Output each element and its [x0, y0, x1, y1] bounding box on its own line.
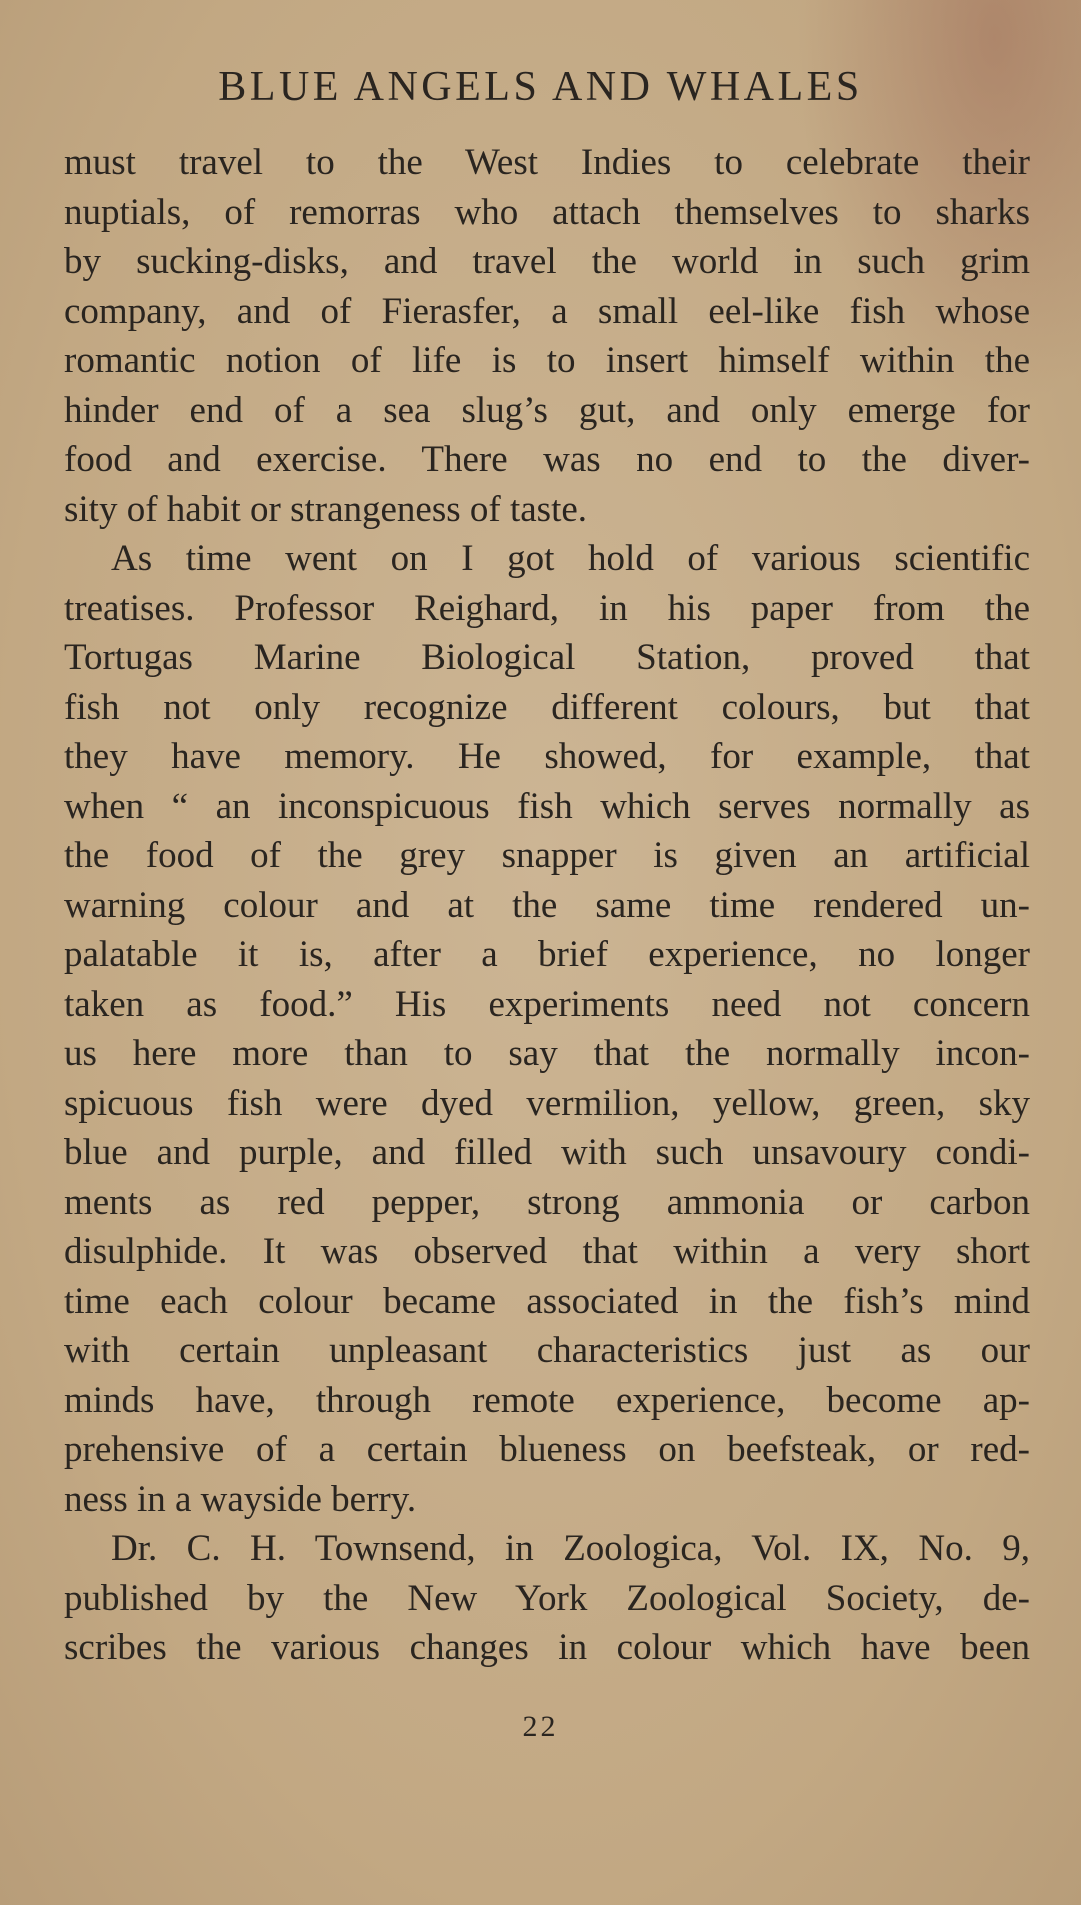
text-line: company, and of Fierasfer, a small eel-like fish whose [64, 290, 1030, 332]
text-line: minds have, through remote experience, become ap- [64, 1379, 1030, 1421]
text-line: published by the New York Zoological Society, de- [64, 1577, 1030, 1619]
text-line: they have memory. He showed, for example, that [64, 736, 1030, 777]
text-line: us here more than to say that the normally incon- [64, 1033, 1030, 1074]
text-line: the food of the grey snapper is given an artificial [64, 835, 1030, 876]
text-line: romantic notion of life is to insert himself within the [64, 340, 1030, 381]
text-line: disulphide. It was observed that within a very short [64, 1231, 1030, 1272]
text-line-paragraph-end: ness in a wayside berry. [64, 1478, 417, 1520]
text-line-paragraph-end: sity of habit or strangeness of taste. [64, 488, 588, 530]
text-line: palatable it is, after a brief experience, no longer [64, 934, 1030, 975]
text-line-paragraph-start: As time went on I got hold of various scientific [111, 538, 1030, 579]
body-text [64, 138, 1030, 1673]
text-line: food and exercise. There was no end to the diver- [64, 439, 1030, 480]
text-line: Tortugas Marine Biological Station, proved that [64, 637, 1030, 678]
text-line: nuptials, of remorras who attach themselves to sharks [64, 191, 1030, 233]
running-head: BLUE ANGELS AND WHALES [218, 64, 863, 110]
page-number: 22 [522, 1710, 559, 1743]
text-line: spicuous fish were dyed vermilion, yellow, green, sky [64, 1082, 1030, 1124]
text-line: warning colour and at the same time rendered un- [64, 884, 1030, 926]
text-line: must travel to the West Indies to celebrate their [64, 142, 1030, 183]
text-line: when “ an inconspicuous fish which serves normally as [64, 785, 1030, 827]
text-line: fish not only recognize different colours, but that [64, 686, 1030, 728]
text-line: with certain unpleasant characteristics just as our [64, 1330, 1030, 1371]
text-line-paragraph-start: Dr. C. H. Townsend, in Zoologica, Vol. IX, No. 9, [111, 1528, 1030, 1569]
text-line: scribes the various changes in colour which have been [64, 1627, 1030, 1668]
text-line: time each colour became associated in the fish’s mind [64, 1280, 1030, 1322]
text-line: prehensive of a certain blueness on beefsteak, or red- [64, 1429, 1030, 1470]
text-line: taken as food.” His experiments need not concern [64, 983, 1030, 1025]
text-line: treatises. Professor Reighard, in his paper from the [64, 587, 1030, 629]
text-line: blue and purple, and filled with such unsavoury condi- [64, 1132, 1030, 1173]
text-line: hinder end of a sea slug’s gut, and only emerge for [64, 389, 1030, 431]
text-line: by sucking-disks, and travel the world in such grim [64, 241, 1030, 282]
text-line: ments as red pepper, strong ammonia or carbon [64, 1181, 1030, 1223]
